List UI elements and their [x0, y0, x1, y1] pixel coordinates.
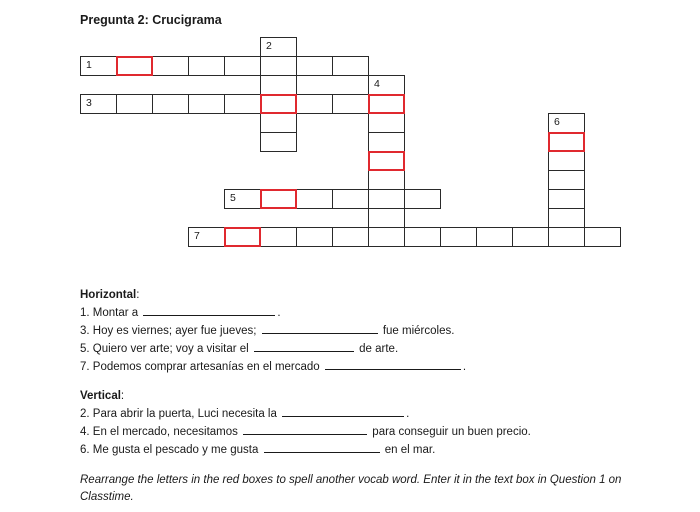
clue-number-1: 1	[86, 59, 92, 71]
clue-v2-after: .	[406, 408, 410, 420]
crossword-cell	[332, 227, 369, 247]
clue-v2	[80, 405, 531, 423]
clue-number-3: 3	[86, 97, 92, 109]
crossword-cell	[476, 227, 513, 247]
horizontal-clues: Horizontal: 1. Montar a . 3. Hoy es viernes; ayer fue jueves; fue miércoles. 5. Quiero ver arte; voy a visitar el de arte. 7. Podemos comprar artesanías en el mercado .	[80, 287, 466, 376]
clue-v6	[80, 441, 531, 459]
clue-v6-text: 6. Me gusta el pescado y me gusta	[80, 444, 259, 456]
clue-h3	[80, 322, 466, 340]
clue-number-6: 6	[554, 116, 560, 128]
clue-h3-blank	[262, 322, 378, 334]
crossword-cell	[368, 189, 405, 209]
crossword-cell	[188, 227, 225, 247]
crossword-cell	[152, 94, 189, 114]
crossword-cell-red	[260, 189, 297, 209]
crossword-cell	[368, 132, 405, 152]
page-title: Pregunta 2: Crucigrama	[80, 13, 222, 27]
clue-h3-text: 3. Hoy es viernes; ayer fue jueves;	[80, 325, 257, 337]
clue-v4-after: para conseguir un buen precio.	[372, 426, 531, 438]
clue-v4	[80, 423, 531, 441]
clue-h5-after: de arte.	[359, 343, 399, 355]
crossword-cell	[116, 94, 153, 114]
clue-v4-blank	[243, 423, 367, 435]
clue-h1	[80, 304, 466, 322]
crossword-cell	[224, 94, 261, 114]
clue-h5	[80, 340, 466, 358]
crossword-cell	[548, 151, 585, 171]
crossword-cell	[548, 189, 585, 209]
clue-h1-blank	[143, 304, 275, 316]
crossword-cell	[440, 227, 477, 247]
instructions: Rearrange the letters in the red boxes to spell another vocab word. Enter it in the text box in Question 1 on Classtime.	[80, 474, 622, 503]
crossword-cell	[548, 208, 585, 228]
crossword-cell	[548, 170, 585, 190]
vertical-heading: Vertical	[80, 390, 121, 402]
crossword-cell	[260, 132, 297, 152]
clue-h7-blank	[325, 358, 461, 370]
clue-h3-after: fue miércoles.	[382, 325, 455, 337]
clue-h7-after: .	[462, 361, 467, 373]
clue-h5-blank	[254, 340, 354, 352]
crossword-cell	[188, 56, 225, 76]
crossword-cell	[260, 113, 297, 133]
clue-number-7: 7	[194, 230, 200, 242]
crossword-cell	[332, 56, 369, 76]
clue-v6-after: en el mar.	[384, 444, 436, 456]
vertical-clues: Vertical: 2. Para abrir la puerta, Luci necesita la . 4. En el mercado, necesitamos para conseguir un buen precio. 6. Me gusta el pescado y me gusta en el mar.	[80, 388, 531, 459]
clue-v2-blank	[282, 405, 404, 417]
clue-v4-text: 4. En el mercado, necesitamos	[80, 426, 238, 438]
crossword-cell	[548, 227, 585, 247]
clue-number-4: 4	[374, 78, 380, 90]
crossword-cell-red	[116, 56, 153, 76]
crossword-cell	[368, 208, 405, 228]
crossword-cell-red	[368, 94, 405, 114]
crossword-cell	[152, 56, 189, 76]
horizontal-heading: Horizontal	[80, 289, 137, 301]
crossword-cell	[548, 113, 585, 133]
crossword-cell	[404, 227, 441, 247]
crossword-cell	[368, 75, 405, 95]
crossword-cell	[80, 56, 117, 76]
clue-h7	[80, 358, 466, 376]
crossword-cell	[260, 56, 297, 76]
clue-h7-text: 7. Podemos comprar artesanías en el mercado	[80, 361, 320, 373]
crossword-cell	[584, 227, 621, 247]
crossword-cell	[368, 113, 405, 133]
clue-h5-text: 5. Quiero ver arte; voy a visitar el	[80, 343, 249, 355]
crossword-cell	[80, 94, 117, 114]
crossword-cell	[224, 56, 261, 76]
clue-number-5: 5	[230, 192, 236, 204]
crossword-cell	[260, 75, 297, 95]
clue-h1-text: 1. Montar a	[80, 307, 139, 319]
crossword-cell-red	[368, 151, 405, 171]
crossword-cell	[332, 189, 369, 209]
crossword-cell	[260, 37, 297, 57]
crossword-cell	[368, 227, 405, 247]
crossword-cell	[296, 56, 333, 76]
crossword-cell	[332, 94, 369, 114]
crossword-cell-red	[260, 94, 297, 114]
crossword-cell-red	[224, 227, 261, 247]
clue-v2-text: 2. Para abrir la puerta, Luci necesita la	[80, 408, 277, 420]
crossword-cell	[368, 170, 405, 190]
clue-number-2: 2	[266, 40, 272, 52]
clue-h1-after: .	[277, 307, 281, 319]
crossword-cell	[404, 189, 441, 209]
crossword-cell	[512, 227, 549, 247]
crossword-cell	[296, 94, 333, 114]
crossword-cell	[188, 94, 225, 114]
crossword-cell-red	[548, 132, 585, 152]
crossword-cell	[260, 227, 297, 247]
clue-v6-blank	[264, 441, 380, 453]
crossword-cell	[296, 189, 333, 209]
crossword-cell	[224, 189, 261, 209]
crossword-cell	[296, 227, 333, 247]
